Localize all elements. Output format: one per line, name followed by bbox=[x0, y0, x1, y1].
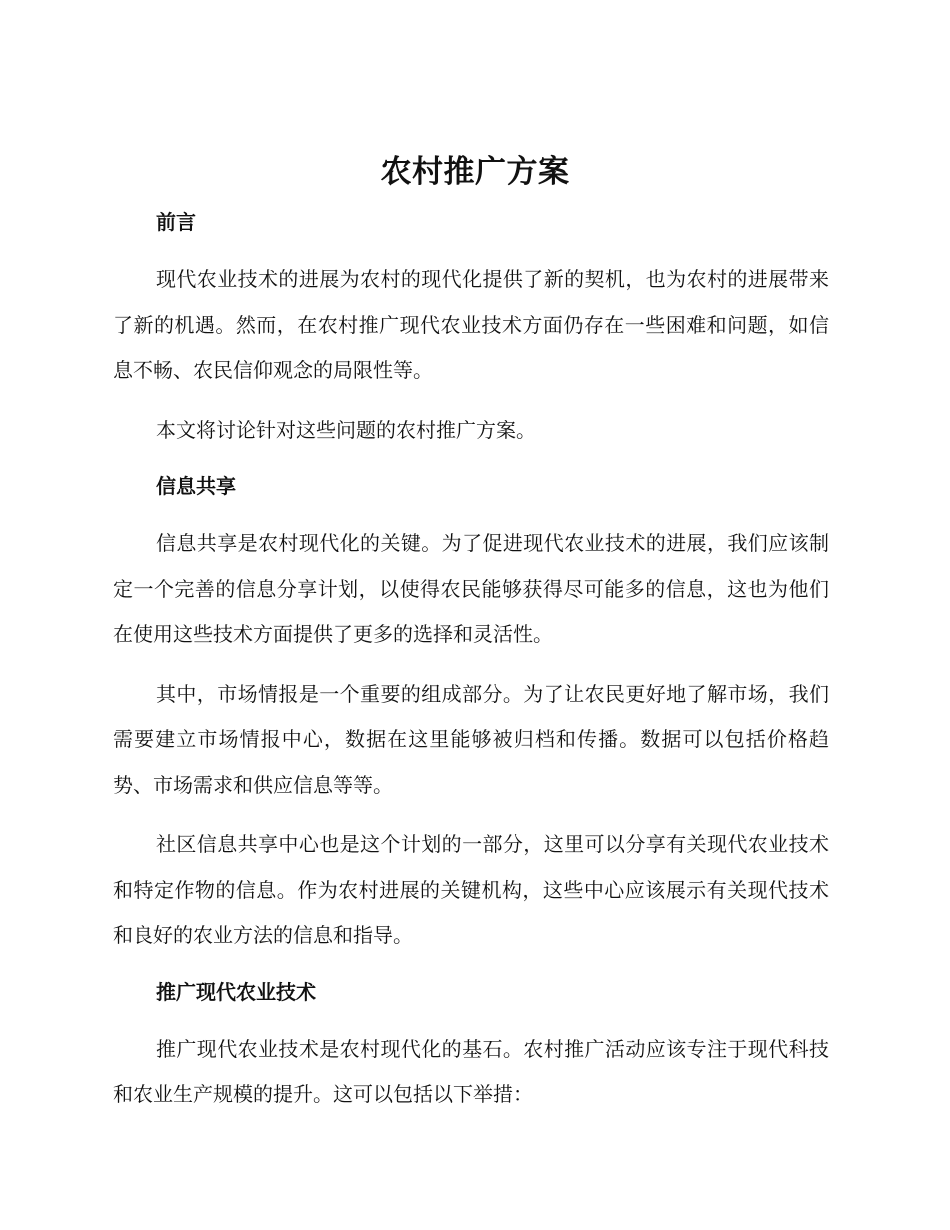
section-heading: 信息共享 bbox=[156, 474, 236, 498]
paragraph: 社区信息共享中心也是这个计划的一部分，这里可以分享有关现代农业技术和特定作物的信息。作为农村进展的关键机构，这些中心应该展示有关现代技术和良好的农业方法的信息和指导。 bbox=[113, 832, 829, 947]
paragraph: 本文将讨论针对这些问题的农村推广方案。 bbox=[156, 417, 536, 442]
document-body bbox=[113, 203, 829, 1132]
paragraph: 信息共享是农村现代化的关键。为了促进现代农业技术的进展，我们应该制定一个完善的信息分享计划，以使得农民能够获得尽可能多的信息，这也为他们在使用这些技术方面提供了更多的选择和灵活性。 bbox=[113, 531, 829, 646]
section-information-sharing bbox=[113, 467, 829, 959]
document-title: 农村推广方案 bbox=[380, 154, 570, 190]
section-heading: 前言 bbox=[156, 210, 196, 234]
section-modern-agri-tech bbox=[113, 973, 829, 1118]
paragraph: 其中，市场情报是一个重要的组成部分。为了让农民更好地了解市场，我们需要建立市场情报中心，数据在这里能够被归档和传播。数据可以包括价格趋势、市场需求和供应信息等等。 bbox=[113, 681, 829, 797]
paragraph: 现代农业技术的进展为农村的现代化提供了新的契机，也为农村的进展带来了新的机遇。然而，在农村推广现代农业技术方面仍存在一些困难和问题，如信息不畅、农民信仰观念的局限性等。 bbox=[113, 267, 829, 382]
section-preface bbox=[113, 203, 829, 453]
section-heading: 推广现代农业技术 bbox=[156, 979, 316, 1004]
paragraph: 推广现代农业技术是农村现代化的基石。农村推广活动应该专注于现代科技和农业生产规模的提升。这可以包括以下举措： bbox=[113, 1036, 829, 1106]
